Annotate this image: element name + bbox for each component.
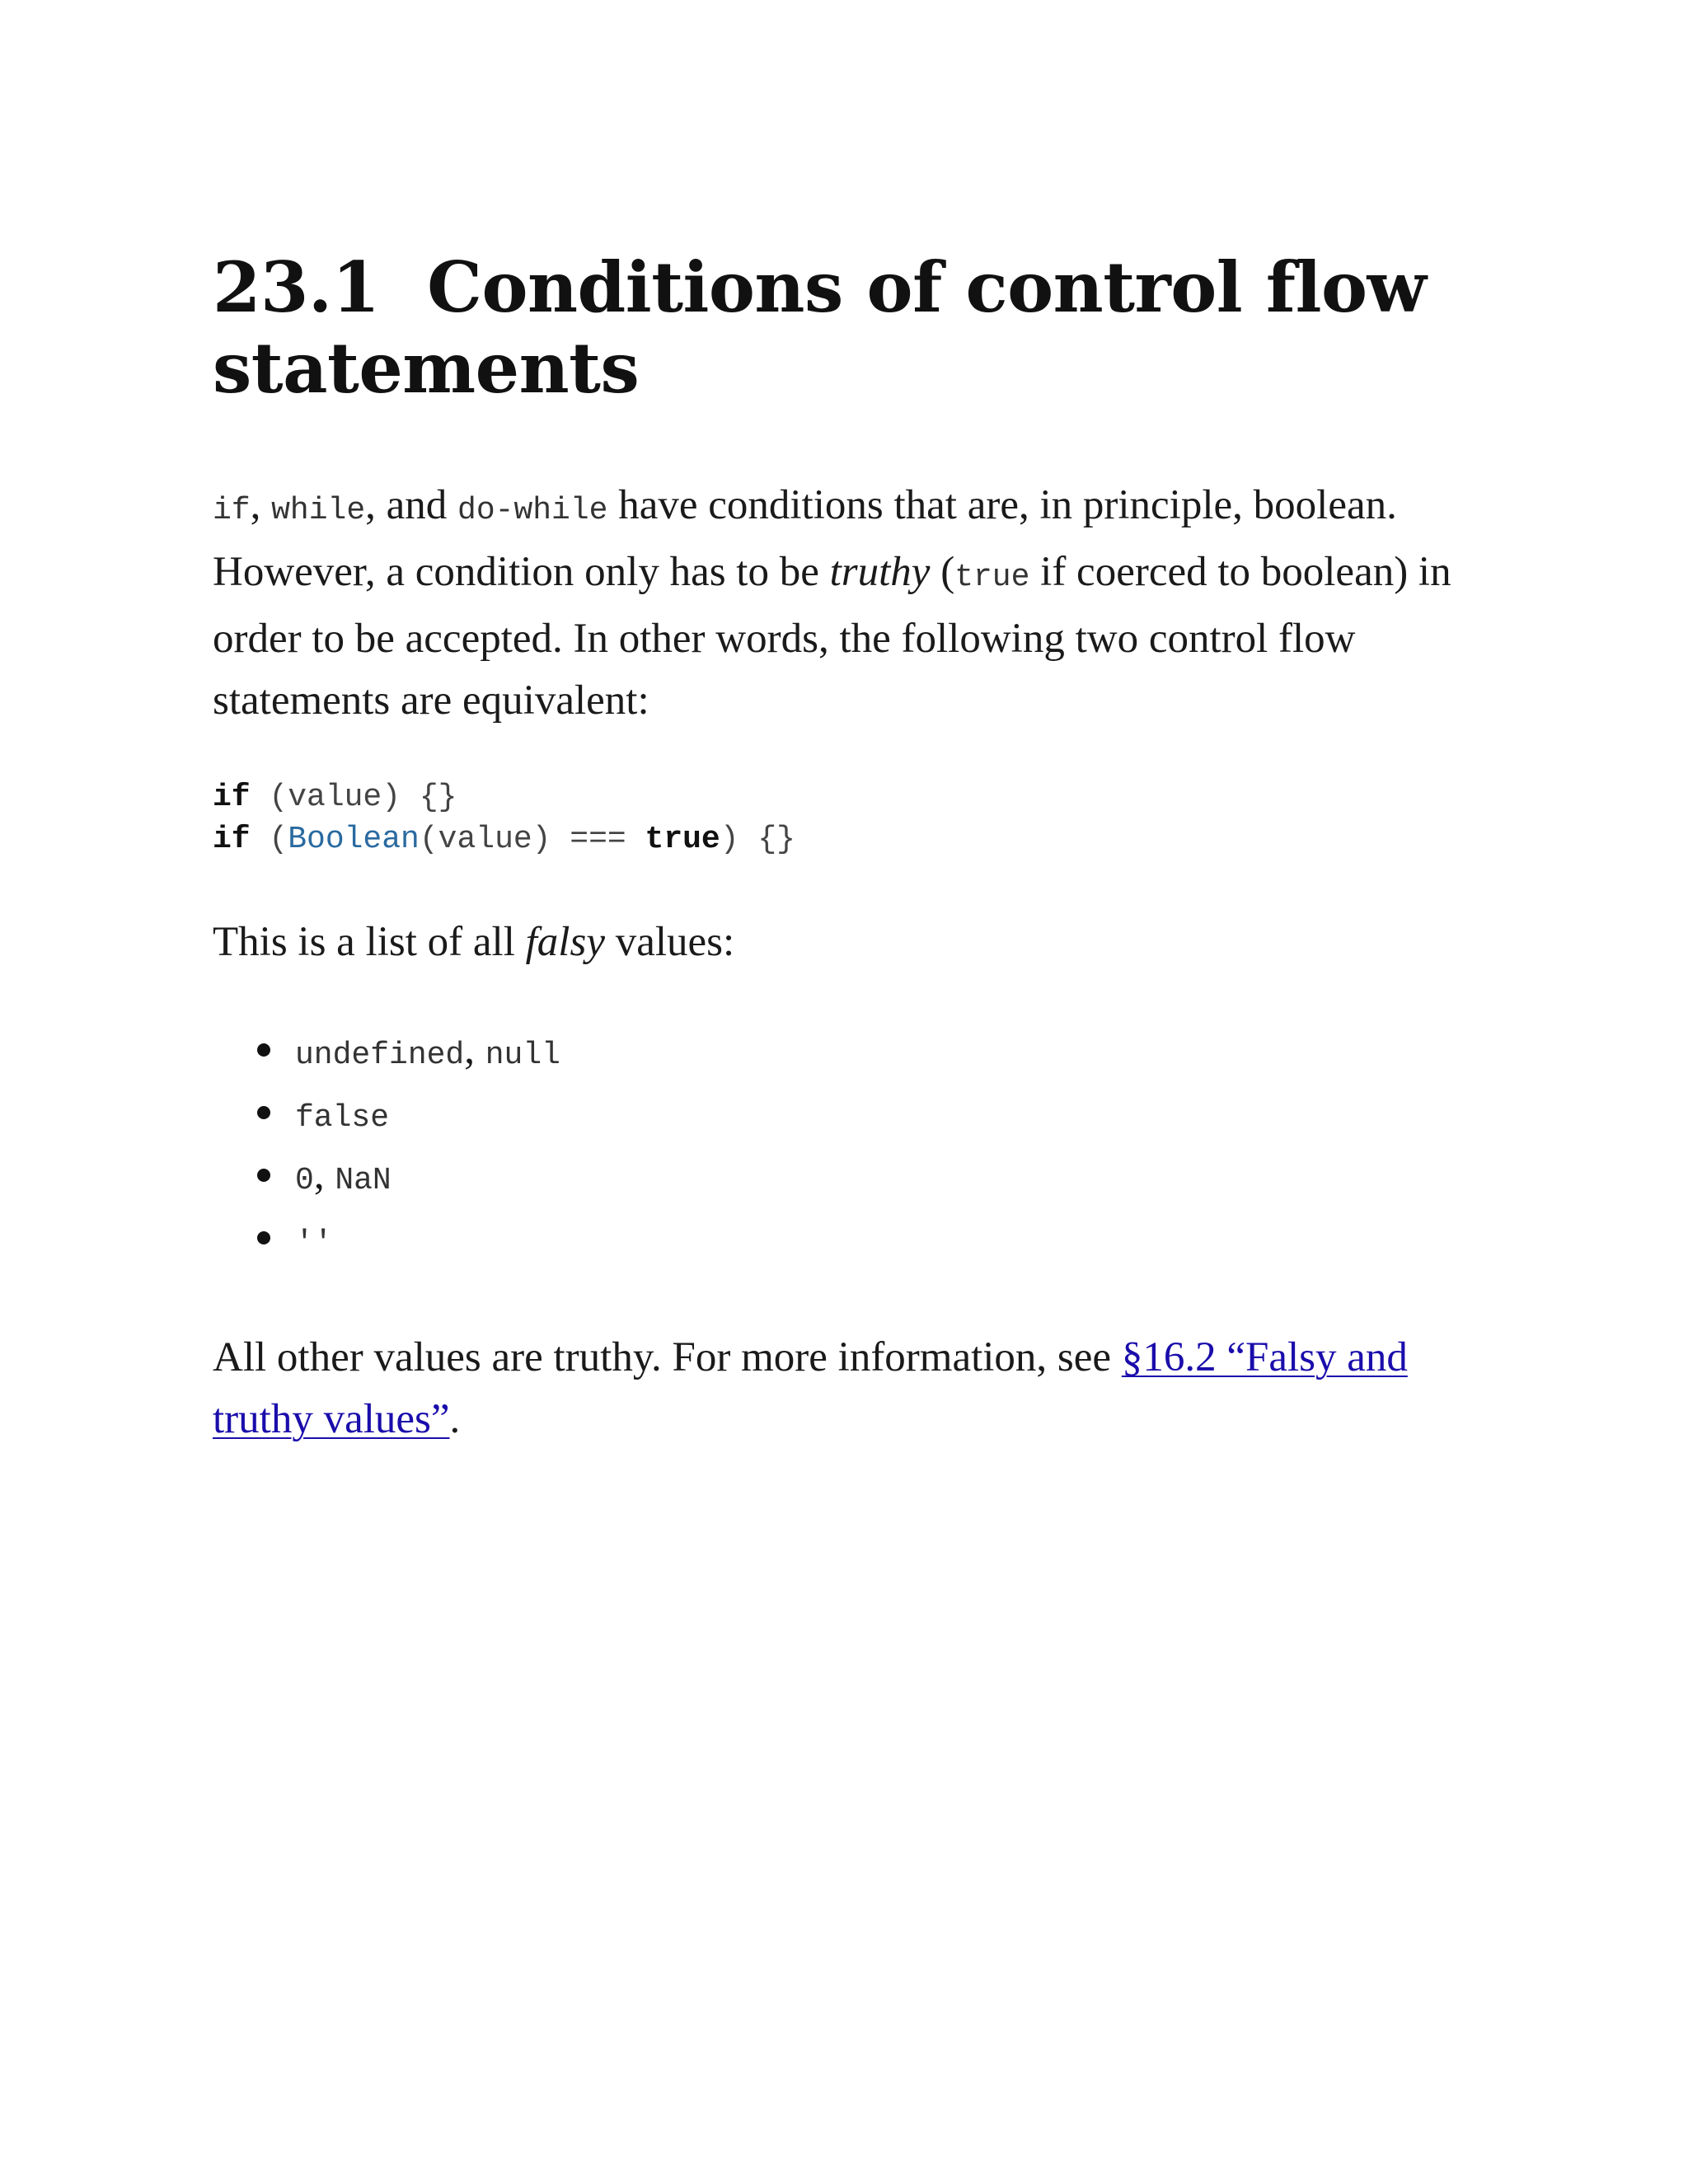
code-text: ( [250,822,288,857]
intro-sep-1: , [250,482,272,528]
outro-text-1: All other values are truthy. For more information, see [213,1334,1122,1380]
code-text: ) {} [720,822,795,857]
bullet-icon [257,1231,270,1244]
term-truthy: truthy [829,549,931,595]
code-if: if [213,493,251,528]
code-keyword: if [213,780,251,815]
intro-text-2: ( [930,549,955,595]
list-sep: , [313,1152,335,1198]
falsy-intro-text-2: values: [604,919,735,965]
code-value: NaN [335,1163,392,1198]
list-item [213,1207,1482,1269]
outro-text-2: . [449,1396,461,1442]
falsy-truthy-link[interactable]: §16.2 “Falsy and truthy values” [213,1334,1408,1442]
code-value: 0 [295,1163,314,1198]
intro-text-1: have conditions that are, in principle, boolean. However, a condition only has to be [213,482,1397,595]
page [213,247,1482,1451]
code-text: (value) {} [250,780,457,815]
intro-sep-2: , and [365,482,458,528]
outro-paragraph [213,1327,1482,1451]
code-true: true [954,560,1030,595]
code-do-while: do-while [457,493,608,528]
section-number: 23.1 [213,246,380,328]
list-item [213,1081,1482,1144]
falsy-values-list [213,1019,1482,1269]
intro-paragraph [213,475,1482,732]
code-value: '' [295,1226,333,1261]
term-falsy: falsy [525,919,605,965]
intro-text-3: if coerced to boolean) in order to be accepted. In other words, the following two control flow statements are equivalent: [213,549,1451,724]
bullet-icon [257,1106,270,1119]
code-text: (value) === [419,822,645,857]
code-value: false [295,1100,390,1136]
section-title: Conditions of control flow statements [213,246,1427,409]
bullet-icon [257,1169,270,1182]
code-while: while [271,493,366,528]
bullet-icon [257,1043,270,1057]
code-builtin: Boolean [288,822,420,857]
falsy-intro-paragraph [213,912,1482,973]
code-keyword: if [213,822,251,857]
falsy-intro-text-1: This is a list of all [213,919,526,965]
list-item [213,1144,1482,1207]
code-value: null [485,1038,560,1073]
list-sep: , [464,1027,485,1073]
code-block [213,776,1482,860]
list-item [213,1019,1482,1081]
code-keyword: true [645,822,720,857]
section-heading [213,247,1482,409]
code-value: undefined [295,1038,465,1073]
